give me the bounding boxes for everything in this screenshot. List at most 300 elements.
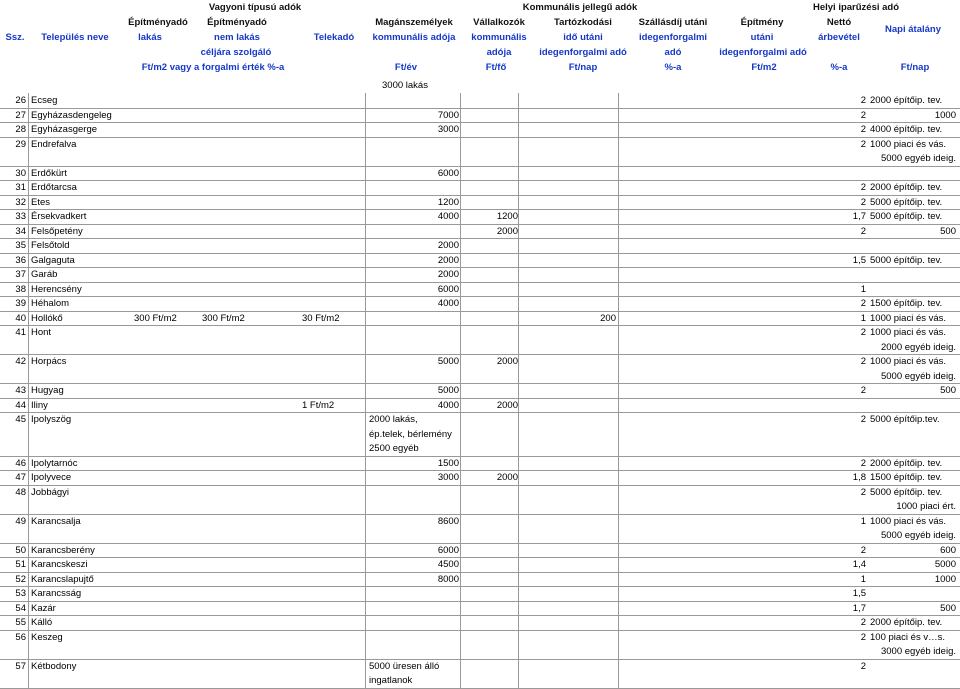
table-row	[0, 296, 960, 311]
col-divider	[518, 166, 519, 181]
cell-telepules: Endrefalva	[31, 138, 77, 150]
col-divider	[518, 137, 519, 166]
unit-pct: %-a	[664, 62, 682, 73]
col-divider	[28, 354, 29, 383]
col-divider	[28, 209, 29, 224]
col-divider	[365, 137, 366, 166]
cell-telepules: Karancslapujtő	[31, 573, 94, 585]
cell-telepules: Ecseg	[31, 95, 58, 106]
col-divider	[28, 311, 29, 326]
col-divider	[460, 354, 461, 383]
cell-napi: 5000 építőip.tev.	[870, 414, 940, 425]
table-row	[0, 354, 960, 383]
cell-napi: 5000 építőip. tev.	[870, 211, 943, 222]
col-divider	[518, 180, 519, 195]
cell-telepules: Keszeg	[31, 631, 63, 643]
hdr-ssz: Ssz.	[5, 32, 25, 43]
col-divider	[365, 572, 366, 587]
cell-telepules: Hugyag	[31, 385, 64, 396]
col-divider	[365, 601, 366, 616]
cell-hipa: 2	[860, 617, 866, 628]
col-divider	[618, 166, 619, 181]
cell-telek: 30 Ft/m2	[302, 312, 340, 324]
cell-telepules: Karancsság	[31, 588, 82, 599]
col-divider	[518, 398, 519, 413]
cell-hipa: 1	[860, 515, 866, 527]
cell-nemlakas: 300 Ft/m2	[202, 312, 245, 324]
cell-telepules: Herencsény	[31, 283, 82, 295]
cell-ssz: 42	[15, 356, 26, 367]
col-divider	[518, 296, 519, 311]
hdr-vallalkozok-3: adója	[486, 47, 512, 58]
cell-ssz: 47	[15, 472, 26, 483]
cell-magan: 2000	[437, 269, 459, 280]
table-row	[0, 180, 960, 195]
cell-hipa: 2	[860, 631, 866, 643]
cell-hipa: 2	[860, 356, 866, 367]
cell-napi: 1000	[934, 573, 956, 585]
cell-telepules: Karancskeszi	[31, 559, 88, 570]
col-divider	[618, 485, 619, 514]
col-divider	[518, 456, 519, 471]
col-divider	[28, 586, 29, 601]
col-divider	[518, 485, 519, 514]
col-divider	[365, 282, 366, 297]
cell-hipa: 1	[860, 283, 866, 295]
group-kommunalis: Kommunális jellegű adók	[522, 2, 638, 13]
col-divider	[518, 659, 519, 688]
cell-hipa: 2	[860, 486, 866, 498]
hdr-netto-1: Nettó	[826, 17, 852, 28]
col-divider	[618, 195, 619, 210]
unit-ft-ev: Ft/év	[394, 62, 418, 73]
hdr-netto-2: árbevétel	[818, 32, 860, 43]
col-divider	[618, 311, 619, 326]
col-divider	[365, 325, 366, 354]
cell-ssz: 48	[15, 486, 26, 498]
col-divider	[518, 195, 519, 210]
cell-napi-extra: 5000 egyéb ideig.	[880, 530, 956, 541]
cell-hipa: 2	[860, 660, 866, 672]
col-divider	[460, 238, 461, 253]
cell-napi: 5000 építőip. tev.	[870, 254, 943, 266]
cell-hipa: 2	[860, 385, 866, 396]
col-divider	[518, 354, 519, 383]
hdr-epitmeny-ig-3: idegenforgalmi adó	[719, 47, 807, 58]
table-row	[0, 282, 960, 297]
cell-ssz: 46	[15, 457, 26, 469]
cell-magan-text: 2500 egyéb	[369, 443, 419, 454]
cell-magan: 4000	[437, 399, 459, 411]
col-divider	[365, 398, 366, 413]
col-divider	[365, 195, 366, 210]
col-divider	[28, 296, 29, 311]
cell-ssz: 50	[15, 544, 26, 556]
cell-telepules: Hollókő	[31, 312, 63, 324]
table-row	[0, 253, 960, 268]
hdr-epitmeny-nemlakas-3: céljára szolgáló	[200, 47, 272, 58]
table-row	[0, 456, 960, 471]
cell-tartozkodasi: 200	[600, 312, 616, 324]
cell-telepules: Felsőpetény	[31, 225, 83, 237]
col-divider	[365, 354, 366, 383]
table-row	[0, 166, 960, 181]
col-divider	[365, 238, 366, 253]
cell-telepules: Hont	[31, 327, 52, 338]
cell-hipa: 1	[860, 312, 866, 324]
unit-ft-m2-forgalmi: Ft/m2 vagy a forgalmi érték %-a	[141, 62, 285, 73]
hdr-vallalkozok-2: kommunális	[471, 32, 527, 43]
cell-napi: 2000 építőip. tev.	[870, 95, 943, 106]
cell-ssz: 45	[15, 414, 26, 425]
col-divider	[28, 557, 29, 572]
col-divider	[28, 195, 29, 210]
table-header	[0, 0, 960, 76]
cell-telepules: Ipolyszög	[31, 414, 72, 425]
cell-telek: 1 Ft/m2	[302, 399, 335, 411]
col-divider	[518, 543, 519, 558]
group-vagyoni: Vagyoni típusú adók	[208, 2, 302, 13]
col-divider	[460, 180, 461, 195]
table-row	[0, 601, 960, 616]
table-row	[0, 209, 960, 224]
cell-telepules: Iliny	[31, 399, 48, 411]
col-divider	[518, 572, 519, 587]
col-divider	[28, 412, 29, 456]
col-divider	[365, 122, 366, 137]
col-divider	[365, 470, 366, 485]
cell-napi: 5000	[934, 559, 956, 570]
col-divider	[28, 659, 29, 688]
cell-ssz: 35	[15, 240, 26, 251]
table-row	[0, 311, 960, 326]
col-divider	[618, 615, 619, 630]
col-divider	[518, 412, 519, 456]
col-divider	[460, 398, 461, 413]
col-divider	[28, 456, 29, 471]
col-divider	[618, 267, 619, 282]
col-divider	[28, 572, 29, 587]
cell-magan: 6000	[437, 167, 459, 179]
hdr-tartozkodasi-2: idő utáni	[563, 32, 603, 43]
cell-magan: 2000	[437, 254, 459, 266]
cell-napi: 600	[940, 544, 956, 556]
col-divider	[518, 238, 519, 253]
cell-hipa: 2	[860, 138, 866, 150]
hdr-szallasdij-2: idegenforgalmi	[638, 32, 708, 43]
col-divider	[365, 108, 366, 123]
col-divider	[460, 572, 461, 587]
cell-hipa: 2	[860, 182, 866, 193]
col-divider	[618, 137, 619, 166]
cell-napi-extra: 5000 egyéb ideig.	[880, 370, 956, 382]
col-divider	[28, 630, 29, 659]
table-row	[0, 485, 960, 514]
unit-ft-nap: Ft/nap	[568, 62, 598, 73]
col-divider	[518, 615, 519, 630]
cell-napi: 1000 piaci és vás.	[870, 515, 947, 527]
cell-hipa: 2	[860, 124, 866, 135]
hdr-magan-1: Magánszemélyek	[375, 17, 453, 28]
cell-magan: 1500	[437, 457, 459, 469]
col-divider	[518, 267, 519, 282]
hdr-magan-2: kommunális adója	[372, 32, 456, 43]
cell-ssz: 54	[15, 602, 26, 614]
col-divider	[618, 412, 619, 456]
col-divider	[28, 485, 29, 514]
cell-napi: 1500 építőip. tev.	[870, 298, 943, 309]
cell-napi-extra: 2000 egyéb ideig.	[880, 341, 956, 353]
col-divider	[618, 398, 619, 413]
cell-telepules: Egyházasgerge	[31, 124, 98, 135]
cell-ssz: 41	[15, 327, 26, 338]
col-divider	[518, 470, 519, 485]
cell-napi-extra: 5000 egyéb ideig.	[880, 153, 956, 164]
cell-hipa: 1,4	[852, 559, 866, 570]
cell-telepules: Egyházasdengeleg	[31, 109, 112, 121]
cell-magan: 8600	[437, 515, 459, 527]
col-divider	[365, 267, 366, 282]
cell-napi: 2000 építőip. tev.	[870, 182, 943, 193]
cell-ssz: 29	[15, 138, 26, 150]
table-row	[0, 325, 960, 354]
col-divider	[618, 253, 619, 268]
col-divider	[28, 122, 29, 137]
col-divider	[460, 122, 461, 137]
col-divider	[518, 122, 519, 137]
table-row	[0, 267, 960, 282]
col-divider	[365, 180, 366, 195]
col-divider	[460, 224, 461, 239]
hdr-telepules: Település neve	[41, 32, 109, 43]
col-divider	[365, 630, 366, 659]
cell-magan: 6000	[437, 544, 459, 556]
note-3000-lakas: 3000 lakás	[382, 80, 428, 91]
col-divider	[365, 296, 366, 311]
col-divider	[518, 93, 519, 108]
col-divider	[618, 557, 619, 572]
cell-napi-extra: 1000 piaci ért.	[896, 501, 956, 512]
hdr-telek: Telekadó	[313, 32, 355, 43]
col-divider	[460, 253, 461, 268]
hdr-epitmeny-nemlakas-1: Építményadó	[207, 17, 267, 28]
col-divider	[518, 209, 519, 224]
col-divider	[460, 195, 461, 210]
col-divider	[28, 180, 29, 195]
cell-magan: 3000	[437, 472, 459, 483]
cell-ssz: 51	[15, 559, 26, 570]
col-divider	[618, 456, 619, 471]
cell-telepules: Ipolyvece	[31, 472, 72, 483]
cell-ssz: 30	[15, 167, 26, 179]
col-divider	[28, 282, 29, 297]
cell-ssz: 31	[15, 182, 26, 193]
hdr-epitmeny-ig-2: utáni	[750, 32, 774, 43]
table-row	[0, 572, 960, 587]
table-row	[0, 543, 960, 558]
table-row	[0, 195, 960, 210]
col-divider	[618, 514, 619, 543]
col-divider	[618, 601, 619, 616]
unit-ft-m2: Ft/m2	[751, 62, 777, 73]
cell-telepules: Erdőkürt	[31, 167, 67, 179]
cell-ssz: 27	[15, 109, 26, 121]
cell-hipa: 2	[860, 109, 866, 121]
table-row	[0, 412, 960, 456]
cell-hipa: 2	[860, 457, 866, 469]
col-divider	[460, 267, 461, 282]
col-divider	[28, 166, 29, 181]
hdr-epitmeny-nemlakas-2: nem lakás	[214, 32, 260, 43]
col-divider	[365, 514, 366, 543]
col-divider	[365, 383, 366, 398]
col-divider	[460, 601, 461, 616]
cell-hipa: 2	[860, 196, 866, 208]
col-divider	[460, 470, 461, 485]
col-divider	[518, 630, 519, 659]
cell-ssz: 55	[15, 617, 26, 628]
col-divider	[28, 398, 29, 413]
col-divider	[28, 267, 29, 282]
col-divider	[518, 325, 519, 354]
col-divider	[28, 383, 29, 398]
cell-napi: 2000 építőip. tev.	[870, 617, 943, 628]
cell-telepules: Erdőtarcsa	[31, 182, 77, 193]
col-divider	[365, 485, 366, 514]
col-divider	[618, 93, 619, 108]
table-row	[0, 659, 960, 688]
col-divider	[365, 456, 366, 471]
cell-napi: 1000 piaci és vás.	[870, 138, 947, 150]
cell-ssz: 36	[15, 254, 26, 266]
hdr-tartozkodasi-3: idegenforgalmi adó	[539, 47, 627, 58]
col-divider	[618, 572, 619, 587]
cell-telepules: Kazár	[31, 602, 56, 614]
col-divider	[365, 557, 366, 572]
col-divider	[618, 586, 619, 601]
cell-ssz: 33	[15, 211, 26, 222]
cell-napi: 1000 piaci és vás.	[870, 312, 947, 324]
col-divider	[460, 557, 461, 572]
table-row	[0, 383, 960, 398]
col-divider	[28, 601, 29, 616]
cell-napi: 500	[940, 225, 956, 237]
cell-hipa: 2	[860, 327, 866, 338]
col-divider	[28, 253, 29, 268]
cell-magan: 1200	[437, 196, 459, 208]
col-divider	[618, 180, 619, 195]
cell-ssz: 37	[15, 269, 26, 280]
cell-napi: 5000 építőip. tev.	[870, 486, 943, 498]
cell-magan: 6000	[437, 283, 459, 295]
col-divider	[365, 209, 366, 224]
cell-ssz: 53	[15, 588, 26, 599]
cell-hipa: 2	[860, 414, 866, 425]
cell-ssz: 57	[15, 660, 26, 672]
cell-hipa: 1,5	[852, 254, 866, 266]
hdr-epitmeny-ig-1: Építmény	[740, 17, 784, 28]
col-divider	[365, 659, 366, 688]
col-divider	[460, 383, 461, 398]
cell-hipa: 1	[860, 573, 866, 585]
cell-telepules: Garáb	[31, 269, 58, 280]
unit-ft-nap-2: Ft/nap	[900, 62, 930, 73]
col-divider	[460, 514, 461, 543]
col-divider	[28, 137, 29, 166]
hdr-epitmeny-lakas-2: lakás	[138, 32, 162, 43]
cell-napi: 1000 piaci és vás.	[870, 356, 947, 367]
col-divider	[460, 412, 461, 456]
cell-napi: 1000	[934, 109, 956, 121]
col-divider	[618, 122, 619, 137]
hdr-napi: Napi átalány	[885, 24, 941, 35]
col-divider	[28, 108, 29, 123]
col-divider	[618, 325, 619, 354]
cell-telepules: Ipolytarnóc	[31, 457, 78, 469]
cell-vallalkozok: 2000	[496, 356, 518, 367]
cell-telepules: Etes	[31, 196, 51, 208]
col-divider	[460, 137, 461, 166]
col-divider	[618, 296, 619, 311]
cell-hipa: 1,7	[852, 602, 866, 614]
cell-magan-text: 2000 lakás,	[369, 414, 418, 425]
hdr-szallasdij-1: Szállásdíj utáni	[638, 17, 708, 28]
table-row	[0, 137, 960, 166]
col-divider	[518, 557, 519, 572]
unit-pct-2: %-a	[830, 62, 848, 73]
table-row	[0, 470, 960, 485]
table-row	[0, 93, 960, 108]
cell-ssz: 52	[15, 573, 26, 585]
table-row	[0, 514, 960, 543]
cell-ssz: 40	[15, 312, 26, 324]
table-row	[0, 122, 960, 137]
cell-telepules: Galgaguta	[31, 254, 75, 266]
col-divider	[460, 296, 461, 311]
cell-magan: 5000	[437, 385, 459, 396]
col-divider	[460, 456, 461, 471]
cell-hipa: 2	[860, 95, 866, 106]
col-divider	[460, 209, 461, 224]
row-divider	[0, 688, 960, 689]
col-divider	[460, 586, 461, 601]
cell-napi: 1500 építőip. tev.	[870, 472, 943, 483]
col-divider	[618, 238, 619, 253]
col-divider	[365, 586, 366, 601]
col-divider	[460, 485, 461, 514]
cell-ssz: 38	[15, 283, 26, 295]
col-divider	[28, 224, 29, 239]
table-row	[0, 615, 960, 630]
hdr-epitmeny-lakas-1: Építményadó	[128, 17, 188, 28]
col-divider	[618, 383, 619, 398]
col-divider	[365, 543, 366, 558]
col-divider	[460, 659, 461, 688]
col-divider	[28, 470, 29, 485]
col-divider	[365, 224, 366, 239]
cell-magan-text: 5000 üresen álló	[369, 660, 440, 672]
cell-telepules: Kétbodony	[31, 660, 77, 672]
col-divider	[365, 412, 366, 456]
col-divider	[365, 615, 366, 630]
col-divider	[460, 93, 461, 108]
cell-magan: 5000	[437, 356, 459, 367]
cell-telepules: Érsekvadkert	[31, 211, 87, 222]
cell-vallalkozok: 2000	[496, 225, 518, 237]
cell-ssz: 44	[15, 399, 26, 411]
col-divider	[460, 630, 461, 659]
col-divider	[618, 224, 619, 239]
